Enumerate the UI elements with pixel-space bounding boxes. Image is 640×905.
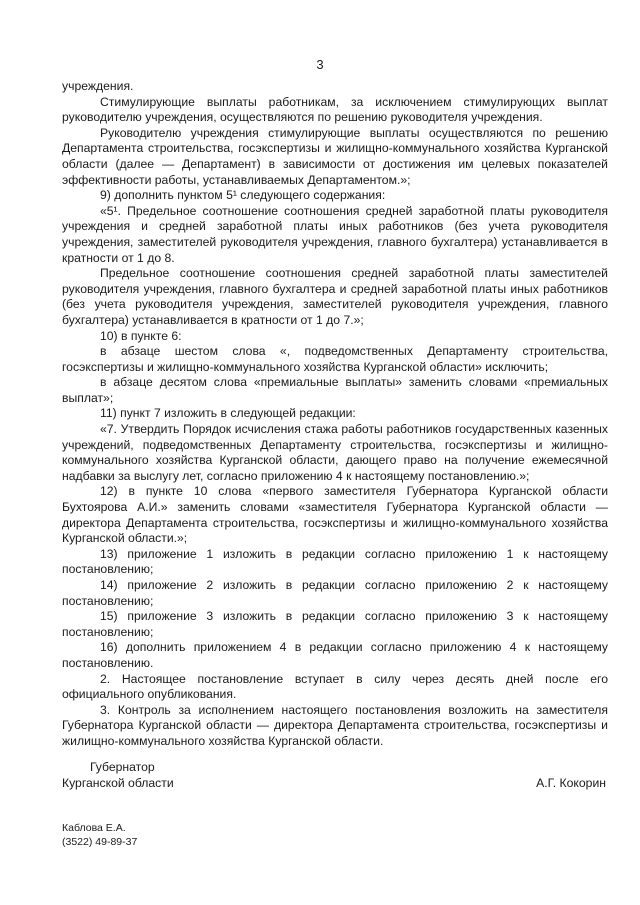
paragraph: в абзаце десятом слова «премиальные выплаты» заменить словами «премиальных выплат»; <box>62 375 608 405</box>
paragraph: Предельное соотношение соотношения средней заработной платы заместителей руководителя учреждения, главного бухгалтера и средней заработной платы иных работников (без учета руководителя учреждения, заместителей руководителя учреждения, главного бухгалтера) устанавливается в кратности от 1 до 7.»; <box>62 266 608 327</box>
paragraph: 15) приложение 3 изложить в редакции согласно приложению 3 к настоящему постановлению; <box>62 609 608 639</box>
paragraph: Руководителю учреждения стимулирующие выплаты осуществляются по решению Департамента строительства, госэкспертизы и жилищно-коммунального хозяйства Курганской области (далее — Департамент) в зависимости от достижения им целевых показателей эффективности работы, устанавливаемых Департаментом.»; <box>62 125 608 187</box>
paragraph: 9) дополнить пунктом 5¹ следующего содержания: <box>100 188 386 203</box>
paragraph: 2. Настоящее постановление вступает в силу через десять дней после его официального опубликования. <box>62 671 608 702</box>
paragraph: «7. Утвердить Порядок исчисления стажа работы работников государственных казенных учреждений, подведомственных Департаменту строительства, госэкспертизы и жилищно-коммунального хозяйства Курганской области, дающего право на получение ежемесячной надбавки за выслугу лет, согласно приложению 4 к настоящему постановлению.»; <box>62 422 608 483</box>
paragraph: 10) в пункте 6: <box>100 328 182 343</box>
signature-block <box>62 760 608 800</box>
page-number: 3 <box>316 57 324 72</box>
paragraph: в абзаце шестом слова «, подведомственных Департаменту строительства, госэкспертизы и жилищно-коммунального хозяйства Курганской области» исключить; <box>62 344 608 374</box>
paragraph: учреждения. <box>62 79 134 93</box>
signatory-region: Курганской области <box>62 775 174 790</box>
paragraph: 11) пункт 7 изложить в следующей редакции: <box>100 406 356 421</box>
executor-name: Каблова Е.А. <box>62 822 126 834</box>
paragraph: 14) приложение 2 изложить в редакции согласно приложению 2 к настоящему постановлению; <box>62 578 608 608</box>
paragraph: Стимулирующие выплаты работникам, за исключением стимулирующих выплат руководителю учреждения, осуществляются по решению руководителя учреждения. <box>62 94 608 125</box>
signatory-name: А.Г. Кокорин <box>536 775 606 790</box>
paragraph: «5¹. Предельное соотношение соотношения средней заработной платы руководителя учреждения и средней заработной платы иных работников (без учета руководителя учреждения, заместителей руководителя учреждения, главного бухгалтера) устанавливается в кратности от 1 до 8. <box>62 203 608 265</box>
document-body <box>62 79 608 750</box>
paragraph: 16) дополнить приложением 4 в редакции согласно приложению 4 к настоящему постановлению. <box>62 640 608 670</box>
executor-phone: (3522) 49-89-37 <box>62 835 138 848</box>
paragraph: 13) приложение 1 изложить в редакции согласно приложению 1 к настоящему постановлению; <box>62 546 608 577</box>
paragraph: 3. Контроль за исполнением настоящего постановления возложить на заместителя Губернатора Курганской области — директора Департамента строительства, госэкспертизы и жилищно-коммунального хозяйства Курганской области. <box>62 702 608 748</box>
signatory-title: Губернатор <box>90 760 155 774</box>
paragraph: 12) в пункте 10 слова «первого заместителя Губернатора Курганской области Бухтоярова А.И.» заменить словами «заместителя Губернатора Курганской области — директора Департамента строительства, госэкспертизы и жилищно-коммунального хозяйства Курганской области.»; <box>62 484 608 546</box>
executor-block <box>62 822 137 849</box>
